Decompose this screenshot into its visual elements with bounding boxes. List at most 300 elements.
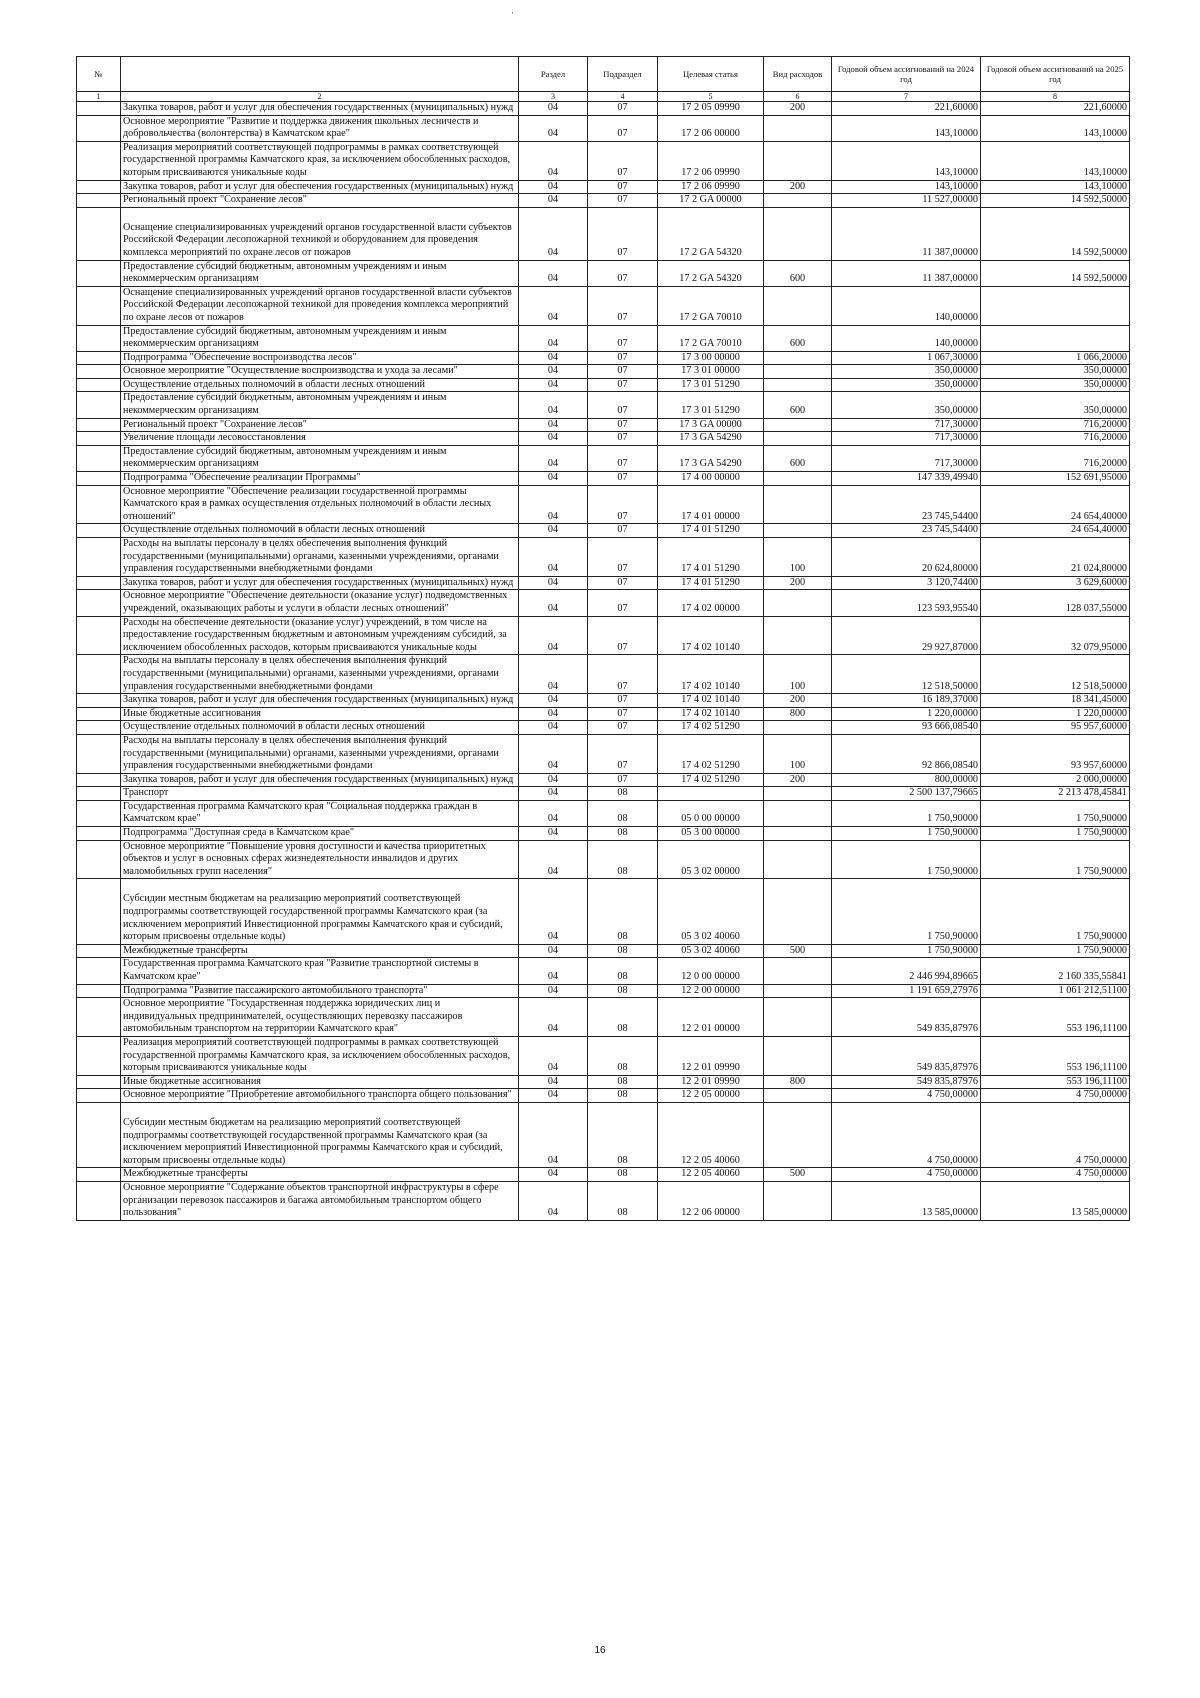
row-razdel-cell: 04 bbox=[519, 998, 588, 1037]
row-2024-cell: 549 835,87976 bbox=[832, 998, 981, 1037]
table-row bbox=[77, 879, 1130, 944]
row-number-cell bbox=[77, 194, 121, 208]
row-kind-cell: 200 bbox=[764, 102, 832, 116]
table-row bbox=[77, 392, 1130, 418]
row-kind-cell: 600 bbox=[764, 392, 832, 418]
row-kind-cell bbox=[764, 1036, 832, 1075]
table-row bbox=[77, 432, 1130, 446]
colnum-2: 2 bbox=[121, 92, 519, 102]
row-name-cell: Основное мероприятие "Содержание объектов транспортной инфраструктуры в сфере организации перевозок пассажиров и багажа автомобильным транспортом общего пользования" bbox=[121, 1181, 519, 1220]
row-podrazdel-cell: 07 bbox=[588, 378, 658, 392]
row-2025-cell: 14 592,50000 bbox=[981, 207, 1130, 260]
row-razdel-cell: 04 bbox=[519, 590, 588, 616]
row-2025-cell: 14 592,50000 bbox=[981, 194, 1130, 208]
row-razdel-cell: 04 bbox=[519, 1181, 588, 1220]
row-target-cell: 17 4 02 51290 bbox=[658, 773, 764, 787]
row-2024-cell: 1 191 659,27976 bbox=[832, 984, 981, 998]
row-target-cell: 17 4 01 00000 bbox=[658, 485, 764, 524]
row-number-cell bbox=[77, 207, 121, 260]
row-name-cell: Расходы на выплаты персоналу в целях обеспечения выполнения функций государственными (муниципальными) органами, казенными учреждениями, органами управления государственными внебюджетными фондами bbox=[121, 734, 519, 773]
table-row bbox=[77, 445, 1130, 471]
colnum-8: 8 bbox=[981, 92, 1130, 102]
row-target-cell: 12 2 01 09990 bbox=[658, 1075, 764, 1089]
row-name-cell: Осуществление отдельных полномочий в области лесных отношений bbox=[121, 378, 519, 392]
row-podrazdel-cell: 08 bbox=[588, 800, 658, 826]
row-2024-cell: 4 750,00000 bbox=[832, 1102, 981, 1167]
row-2024-cell: 1 750,90000 bbox=[832, 827, 981, 841]
table-row bbox=[77, 485, 1130, 524]
row-number-cell bbox=[77, 472, 121, 486]
row-2024-cell: 1 067,30000 bbox=[832, 351, 981, 365]
row-podrazdel-cell: 07 bbox=[588, 325, 658, 351]
row-target-cell: 17 3 01 00000 bbox=[658, 365, 764, 379]
row-2024-cell: 549 835,87976 bbox=[832, 1075, 981, 1089]
row-kind-cell bbox=[764, 1181, 832, 1220]
row-target-cell: 05 3 02 00000 bbox=[658, 840, 764, 879]
row-name-cell: Основное мероприятие "Осуществление воспроизводства и ухода за лесами" bbox=[121, 365, 519, 379]
row-2025-cell: 95 957,60000 bbox=[981, 721, 1130, 735]
row-target-cell: 12 2 00 00000 bbox=[658, 984, 764, 998]
row-kind-cell: 200 bbox=[764, 773, 832, 787]
row-target-cell: 17 4 02 10140 bbox=[658, 694, 764, 708]
row-target-cell: 17 4 02 51290 bbox=[658, 721, 764, 735]
table-row bbox=[77, 1036, 1130, 1075]
row-razdel-cell: 04 bbox=[519, 472, 588, 486]
row-podrazdel-cell: 07 bbox=[588, 207, 658, 260]
table-row bbox=[77, 365, 1130, 379]
row-name-cell: Закупка товаров, работ и услуг для обеспечения государственных (муниципальных) нужд bbox=[121, 773, 519, 787]
row-2024-cell: 11 387,00000 bbox=[832, 260, 981, 286]
row-razdel-cell: 04 bbox=[519, 194, 588, 208]
row-number-cell bbox=[77, 392, 121, 418]
row-target-cell: 17 2 GA 70010 bbox=[658, 325, 764, 351]
row-razdel-cell: 04 bbox=[519, 800, 588, 826]
row-target-cell: 17 4 01 51290 bbox=[658, 538, 764, 577]
table-row bbox=[77, 472, 1130, 486]
row-target-cell: 17 3 GA 00000 bbox=[658, 418, 764, 432]
row-2025-cell: 716,20000 bbox=[981, 418, 1130, 432]
row-2025-cell: 1 220,00000 bbox=[981, 707, 1130, 721]
table-row bbox=[77, 1075, 1130, 1089]
row-podrazdel-cell: 08 bbox=[588, 879, 658, 944]
row-razdel-cell: 04 bbox=[519, 141, 588, 180]
row-kind-cell bbox=[764, 998, 832, 1037]
row-kind-cell bbox=[764, 351, 832, 365]
row-2025-cell: 4 750,00000 bbox=[981, 1089, 1130, 1103]
row-name-cell: Государственная программа Камчатского края "Развитие транспортной системы в Камчатском крае" bbox=[121, 958, 519, 984]
row-target-cell: 17 4 00 00000 bbox=[658, 472, 764, 486]
row-podrazdel-cell: 07 bbox=[588, 260, 658, 286]
row-podrazdel-cell: 08 bbox=[588, 840, 658, 879]
row-number-cell bbox=[77, 1036, 121, 1075]
row-kind-cell bbox=[764, 485, 832, 524]
row-number-cell bbox=[77, 879, 121, 944]
row-number-cell bbox=[77, 773, 121, 787]
table-row bbox=[77, 944, 1130, 958]
row-name-cell: Закупка товаров, работ и услуг для обеспечения государственных (муниципальных) нужд bbox=[121, 694, 519, 708]
row-2025-cell: 716,20000 bbox=[981, 445, 1130, 471]
row-razdel-cell: 04 bbox=[519, 524, 588, 538]
row-razdel-cell: 04 bbox=[519, 418, 588, 432]
header-row bbox=[77, 57, 1130, 92]
row-name-cell: Подпрограмма "Обеспечение реализации Программы" bbox=[121, 472, 519, 486]
row-2024-cell: 93 666,08540 bbox=[832, 721, 981, 735]
row-target-cell: 17 4 02 00000 bbox=[658, 590, 764, 616]
row-2024-cell: 1 220,00000 bbox=[832, 707, 981, 721]
table-row bbox=[77, 115, 1130, 141]
row-number-cell bbox=[77, 840, 121, 879]
row-2024-cell: 29 927,87000 bbox=[832, 616, 981, 655]
row-podrazdel-cell: 07 bbox=[588, 392, 658, 418]
table-row bbox=[77, 378, 1130, 392]
row-razdel-cell: 04 bbox=[519, 734, 588, 773]
row-name-cell: Основное мероприятие "Приобретение автомобильного транспорта общего пользования" bbox=[121, 1089, 519, 1103]
row-name-cell: Подпрограмма "Развитие пассажирского автомобильного транспорта" bbox=[121, 984, 519, 998]
row-kind-cell bbox=[764, 958, 832, 984]
row-kind-cell bbox=[764, 984, 832, 998]
row-podrazdel-cell: 07 bbox=[588, 102, 658, 116]
table-row bbox=[77, 707, 1130, 721]
table-row bbox=[77, 721, 1130, 735]
row-2025-cell: 3 629,60000 bbox=[981, 576, 1130, 590]
row-2025-cell: 24 654,40000 bbox=[981, 485, 1130, 524]
row-target-cell bbox=[658, 787, 764, 801]
table-row bbox=[77, 141, 1130, 180]
row-2025-cell: 553 196,11100 bbox=[981, 998, 1130, 1037]
row-target-cell: 17 3 01 51290 bbox=[658, 378, 764, 392]
row-razdel-cell: 04 bbox=[519, 365, 588, 379]
header-podrazdel: Подраздел bbox=[588, 57, 658, 92]
row-razdel-cell: 04 bbox=[519, 351, 588, 365]
row-2024-cell: 350,00000 bbox=[832, 365, 981, 379]
row-number-cell bbox=[77, 1168, 121, 1182]
row-name-cell: Региональный проект "Сохранение лесов" bbox=[121, 194, 519, 208]
table-row bbox=[77, 538, 1130, 577]
row-name-cell: Межбюджетные трансферты bbox=[121, 944, 519, 958]
row-number-cell bbox=[77, 418, 121, 432]
row-target-cell: 12 2 05 40060 bbox=[658, 1102, 764, 1167]
row-kind-cell bbox=[764, 1089, 832, 1103]
row-kind-cell: 500 bbox=[764, 1168, 832, 1182]
row-name-cell: Осуществление отдельных полномочий в области лесных отношений bbox=[121, 721, 519, 735]
row-2025-cell: 350,00000 bbox=[981, 392, 1130, 418]
row-razdel-cell: 04 bbox=[519, 538, 588, 577]
row-number-cell bbox=[77, 694, 121, 708]
row-2024-cell: 147 339,49940 bbox=[832, 472, 981, 486]
row-2025-cell: 93 957,60000 bbox=[981, 734, 1130, 773]
table-row bbox=[77, 524, 1130, 538]
row-2024-cell: 16 189,37000 bbox=[832, 694, 981, 708]
row-2025-cell bbox=[981, 325, 1130, 351]
row-kind-cell bbox=[764, 472, 832, 486]
row-podrazdel-cell: 07 bbox=[588, 286, 658, 325]
row-name-cell: Субсидии местным бюджетам на реализацию мероприятий соответствующей подпрограммы соответствующей государственной программы Камчатского края (за исключением мероприятий Инвестиционной программы Камчатского края и субсидий, которым присвоены отдельные коды) bbox=[121, 879, 519, 944]
row-podrazdel-cell: 07 bbox=[588, 180, 658, 194]
row-name-cell: Основное мероприятие "Государственная поддержка юридических лиц и индивидуальных предпринимателей, осуществляющих перевозку пассажиров автомобильным транспортом на территории Камчатского края" bbox=[121, 998, 519, 1037]
row-2025-cell bbox=[981, 286, 1130, 325]
row-target-cell: 12 2 06 00000 bbox=[658, 1181, 764, 1220]
header-razdel: Раздел bbox=[519, 57, 588, 92]
row-razdel-cell: 04 bbox=[519, 879, 588, 944]
row-2024-cell: 140,00000 bbox=[832, 325, 981, 351]
row-number-cell bbox=[77, 721, 121, 735]
row-2024-cell: 2 446 994,89665 bbox=[832, 958, 981, 984]
row-kind-cell: 100 bbox=[764, 538, 832, 577]
row-2024-cell: 1 750,90000 bbox=[832, 944, 981, 958]
row-podrazdel-cell: 08 bbox=[588, 827, 658, 841]
row-2025-cell: 553 196,11100 bbox=[981, 1075, 1130, 1089]
row-razdel-cell: 04 bbox=[519, 1102, 588, 1167]
table-row bbox=[77, 1102, 1130, 1167]
row-2024-cell: 4 750,00000 bbox=[832, 1089, 981, 1103]
row-razdel-cell: 04 bbox=[519, 616, 588, 655]
row-kind-cell bbox=[764, 787, 832, 801]
row-2025-cell: 1 750,90000 bbox=[981, 827, 1130, 841]
row-razdel-cell: 04 bbox=[519, 1075, 588, 1089]
row-name-cell: Предоставление субсидий бюджетным, автономным учреждениям и иным некоммерческим организациям bbox=[121, 445, 519, 471]
row-target-cell: 17 2 06 09990 bbox=[658, 180, 764, 194]
row-number-cell bbox=[77, 827, 121, 841]
row-target-cell: 17 4 01 51290 bbox=[658, 524, 764, 538]
row-number-cell bbox=[77, 286, 121, 325]
row-number-cell bbox=[77, 260, 121, 286]
row-kind-cell bbox=[764, 418, 832, 432]
table-row bbox=[77, 590, 1130, 616]
row-number-cell bbox=[77, 800, 121, 826]
page-number: 16 bbox=[594, 1645, 606, 1656]
row-2025-cell: 1 750,90000 bbox=[981, 944, 1130, 958]
row-target-cell: 12 2 01 00000 bbox=[658, 998, 764, 1037]
table-row bbox=[77, 840, 1130, 879]
row-name-cell: Закупка товаров, работ и услуг для обеспечения государственных (муниципальных) нужд bbox=[121, 576, 519, 590]
row-podrazdel-cell: 07 bbox=[588, 485, 658, 524]
row-podrazdel-cell: 07 bbox=[588, 694, 658, 708]
row-number-cell bbox=[77, 1102, 121, 1167]
table-row bbox=[77, 998, 1130, 1037]
row-number-cell bbox=[77, 115, 121, 141]
row-number-cell bbox=[77, 958, 121, 984]
scan-dot: · bbox=[511, 8, 514, 18]
row-target-cell: 17 2 GA 54320 bbox=[658, 260, 764, 286]
row-target-cell: 05 3 02 40060 bbox=[658, 944, 764, 958]
row-kind-cell: 800 bbox=[764, 707, 832, 721]
row-number-cell bbox=[77, 378, 121, 392]
table-row bbox=[77, 194, 1130, 208]
row-2025-cell: 13 585,00000 bbox=[981, 1181, 1130, 1220]
row-podrazdel-cell: 07 bbox=[588, 721, 658, 735]
row-razdel-cell: 04 bbox=[519, 773, 588, 787]
row-number-cell bbox=[77, 984, 121, 998]
row-razdel-cell: 04 bbox=[519, 378, 588, 392]
row-name-cell: Реализация мероприятий соответствующей подпрограммы в рамках соответствующей государственной программы Камчатского края, за исключением обособленных расходов, которым присваиваются уникальные коды bbox=[121, 1036, 519, 1075]
row-razdel-cell: 04 bbox=[519, 576, 588, 590]
row-target-cell: 17 2 05 09990 bbox=[658, 102, 764, 116]
row-kind-cell: 800 bbox=[764, 1075, 832, 1089]
table-row bbox=[77, 694, 1130, 708]
row-razdel-cell: 04 bbox=[519, 787, 588, 801]
table-row bbox=[77, 1089, 1130, 1103]
row-kind-cell bbox=[764, 879, 832, 944]
row-2024-cell: 12 518,50000 bbox=[832, 655, 981, 694]
row-2025-cell: 350,00000 bbox=[981, 365, 1130, 379]
row-2025-cell: 152 691,95000 bbox=[981, 472, 1130, 486]
row-target-cell: 12 2 05 40060 bbox=[658, 1168, 764, 1182]
row-target-cell: 17 3 GA 54290 bbox=[658, 445, 764, 471]
row-2024-cell: 123 593,95540 bbox=[832, 590, 981, 616]
row-name-cell: Оснащение специализированных учреждений органов государственной власти субъектов Российской Федерации лесопожарной техникой для проведения комплекса мероприятий по охране лесов от пожаров bbox=[121, 286, 519, 325]
row-name-cell: Осуществление отдельных полномочий в области лесных отношений bbox=[121, 524, 519, 538]
row-number-cell bbox=[77, 102, 121, 116]
row-name-cell: Транспорт bbox=[121, 787, 519, 801]
row-podrazdel-cell: 07 bbox=[588, 707, 658, 721]
row-razdel-cell: 04 bbox=[519, 115, 588, 141]
table-row bbox=[77, 1181, 1130, 1220]
row-razdel-cell: 04 bbox=[519, 655, 588, 694]
table-row bbox=[77, 418, 1130, 432]
row-kind-cell: 100 bbox=[764, 655, 832, 694]
row-razdel-cell: 04 bbox=[519, 260, 588, 286]
row-2024-cell: 350,00000 bbox=[832, 378, 981, 392]
row-name-cell: Закупка товаров, работ и услуг для обеспечения государственных (муниципальных) нужд bbox=[121, 180, 519, 194]
row-razdel-cell: 04 bbox=[519, 707, 588, 721]
row-razdel-cell: 04 bbox=[519, 180, 588, 194]
row-razdel-cell: 04 bbox=[519, 827, 588, 841]
row-target-cell: 17 4 02 51290 bbox=[658, 734, 764, 773]
table-row bbox=[77, 325, 1130, 351]
row-2025-cell: 553 196,11100 bbox=[981, 1036, 1130, 1075]
row-2025-cell: 32 079,95000 bbox=[981, 616, 1130, 655]
row-kind-cell bbox=[764, 800, 832, 826]
colnum-3: 3 bbox=[519, 92, 588, 102]
row-razdel-cell: 04 bbox=[519, 392, 588, 418]
row-2025-cell: 716,20000 bbox=[981, 432, 1130, 446]
row-2025-cell: 2 160 335,55841 bbox=[981, 958, 1130, 984]
row-name-cell: Реализация мероприятий соответствующей подпрограммы в рамках соответствующей государственной программы Камчатского края, за исключением обособленных расходов, которым присваиваются уникальные коды bbox=[121, 141, 519, 180]
row-2024-cell: 717,30000 bbox=[832, 432, 981, 446]
header-kind: Вид расходов bbox=[764, 57, 832, 92]
table-row bbox=[77, 655, 1130, 694]
row-name-cell: Предоставление субсидий бюджетным, автономным учреждениям и иным некоммерческим организациям bbox=[121, 325, 519, 351]
row-2024-cell: 4 750,00000 bbox=[832, 1168, 981, 1182]
colnum-5: 5 bbox=[658, 92, 764, 102]
row-kind-cell bbox=[764, 432, 832, 446]
row-2025-cell: 12 518,50000 bbox=[981, 655, 1130, 694]
budget-table bbox=[76, 56, 1130, 1221]
row-name-cell: Иные бюджетные ассигнования bbox=[121, 1075, 519, 1089]
row-kind-cell bbox=[764, 207, 832, 260]
row-target-cell: 17 4 02 10140 bbox=[658, 707, 764, 721]
header-2025: Годовой объем ассигнований на 2025 год bbox=[981, 57, 1130, 92]
row-number-cell bbox=[77, 655, 121, 694]
row-kind-cell: 600 bbox=[764, 445, 832, 471]
row-target-cell: 05 3 00 00000 bbox=[658, 827, 764, 841]
row-2025-cell: 143,10000 bbox=[981, 180, 1130, 194]
row-podrazdel-cell: 08 bbox=[588, 984, 658, 998]
colnum-6: 6 bbox=[764, 92, 832, 102]
row-name-cell: Региональный проект "Сохранение лесов" bbox=[121, 418, 519, 432]
row-name-cell: Государственная программа Камчатского края "Социальная поддержка граждан в Камчатском крае" bbox=[121, 800, 519, 826]
table-row bbox=[77, 773, 1130, 787]
row-razdel-cell: 04 bbox=[519, 286, 588, 325]
row-kind-cell bbox=[764, 365, 832, 379]
row-number-cell bbox=[77, 325, 121, 351]
row-podrazdel-cell: 07 bbox=[588, 445, 658, 471]
row-2025-cell: 1 750,90000 bbox=[981, 800, 1130, 826]
row-2024-cell: 717,30000 bbox=[832, 445, 981, 471]
row-podrazdel-cell: 07 bbox=[588, 773, 658, 787]
row-number-cell bbox=[77, 1181, 121, 1220]
row-podrazdel-cell: 07 bbox=[588, 141, 658, 180]
row-2024-cell: 13 585,00000 bbox=[832, 1181, 981, 1220]
row-name-cell: Основное мероприятие "Повышение уровня доступности и качества приоритетных объектов и услуг в основных сферах жизнедеятельности инвалидов и других маломобильных групп населения" bbox=[121, 840, 519, 879]
row-kind-cell bbox=[764, 194, 832, 208]
row-target-cell: 12 0 00 00000 bbox=[658, 958, 764, 984]
row-kind-cell bbox=[764, 378, 832, 392]
row-2025-cell: 128 037,55000 bbox=[981, 590, 1130, 616]
row-kind-cell bbox=[764, 616, 832, 655]
row-target-cell: 05 3 02 40060 bbox=[658, 879, 764, 944]
row-2025-cell: 2 213 478,45841 bbox=[981, 787, 1130, 801]
row-target-cell: 05 0 00 00000 bbox=[658, 800, 764, 826]
row-number-cell bbox=[77, 707, 121, 721]
row-podrazdel-cell: 08 bbox=[588, 1089, 658, 1103]
row-kind-cell bbox=[764, 1102, 832, 1167]
row-number-cell bbox=[77, 141, 121, 180]
row-2024-cell: 221,60000 bbox=[832, 102, 981, 116]
row-name-cell: Субсидии местным бюджетам на реализацию мероприятий соответствующей подпрограммы соответствующей государственной программы Камчатского края (за исключением мероприятий Инвестиционной программы Камчатского края и субсидий, которым присвоены отдельные коды) bbox=[121, 1102, 519, 1167]
header-target: Целевая статья bbox=[658, 57, 764, 92]
row-target-cell: 17 3 01 51290 bbox=[658, 392, 764, 418]
row-2025-cell: 1 750,90000 bbox=[981, 840, 1130, 879]
row-podrazdel-cell: 07 bbox=[588, 524, 658, 538]
row-name-cell: Увеличение площади лесовосстановления bbox=[121, 432, 519, 446]
row-2024-cell: 2 500 137,79665 bbox=[832, 787, 981, 801]
row-target-cell: 17 2 GA 70010 bbox=[658, 286, 764, 325]
row-2025-cell: 24 654,40000 bbox=[981, 524, 1130, 538]
row-name-cell: Межбюджетные трансферты bbox=[121, 1168, 519, 1182]
row-razdel-cell: 04 bbox=[519, 1036, 588, 1075]
row-podrazdel-cell: 07 bbox=[588, 418, 658, 432]
row-podrazdel-cell: 07 bbox=[588, 432, 658, 446]
row-name-cell: Подпрограмма "Обеспечение воспроизводства лесов" bbox=[121, 351, 519, 365]
budget-table-wrapper bbox=[76, 56, 1129, 1221]
row-target-cell: 17 3 00 00000 bbox=[658, 351, 764, 365]
row-number-cell bbox=[77, 485, 121, 524]
row-2024-cell: 549 835,87976 bbox=[832, 1036, 981, 1075]
row-name-cell: Расходы на выплаты персоналу в целях обеспечения выполнения функций государственными (муниципальными) органами, казенными учреждениями, органами управления государственными внебюджетными фондами bbox=[121, 538, 519, 577]
row-podrazdel-cell: 08 bbox=[588, 958, 658, 984]
row-razdel-cell: 04 bbox=[519, 485, 588, 524]
row-name-cell: Подпрограмма "Доступная среда в Камчатском крае" bbox=[121, 827, 519, 841]
row-2025-cell: 14 592,50000 bbox=[981, 260, 1130, 286]
row-2024-cell: 20 624,80000 bbox=[832, 538, 981, 577]
row-number-cell bbox=[77, 590, 121, 616]
table-row bbox=[77, 102, 1130, 116]
header-2024: Годовой объем ассигнований на 2024 год bbox=[832, 57, 981, 92]
row-2025-cell: 143,10000 bbox=[981, 141, 1130, 180]
row-name-cell: Расходы на обеспечение деятельности (оказание услуг) учреждений, в том числе на предоставление государственным бюджетным и автономным учреждениям субсидий, за исключением обособленных расходов, которым присваиваются уникальные коды bbox=[121, 616, 519, 655]
row-podrazdel-cell: 07 bbox=[588, 576, 658, 590]
row-2025-cell: 4 750,00000 bbox=[981, 1102, 1130, 1167]
row-kind-cell bbox=[764, 590, 832, 616]
row-podrazdel-cell: 08 bbox=[588, 787, 658, 801]
table-row bbox=[77, 1168, 1130, 1182]
header-name bbox=[121, 57, 519, 92]
row-podrazdel-cell: 08 bbox=[588, 1181, 658, 1220]
row-2024-cell: 143,10000 bbox=[832, 115, 981, 141]
colnum-7: 7 bbox=[832, 92, 981, 102]
budget-rows bbox=[77, 102, 1130, 1221]
